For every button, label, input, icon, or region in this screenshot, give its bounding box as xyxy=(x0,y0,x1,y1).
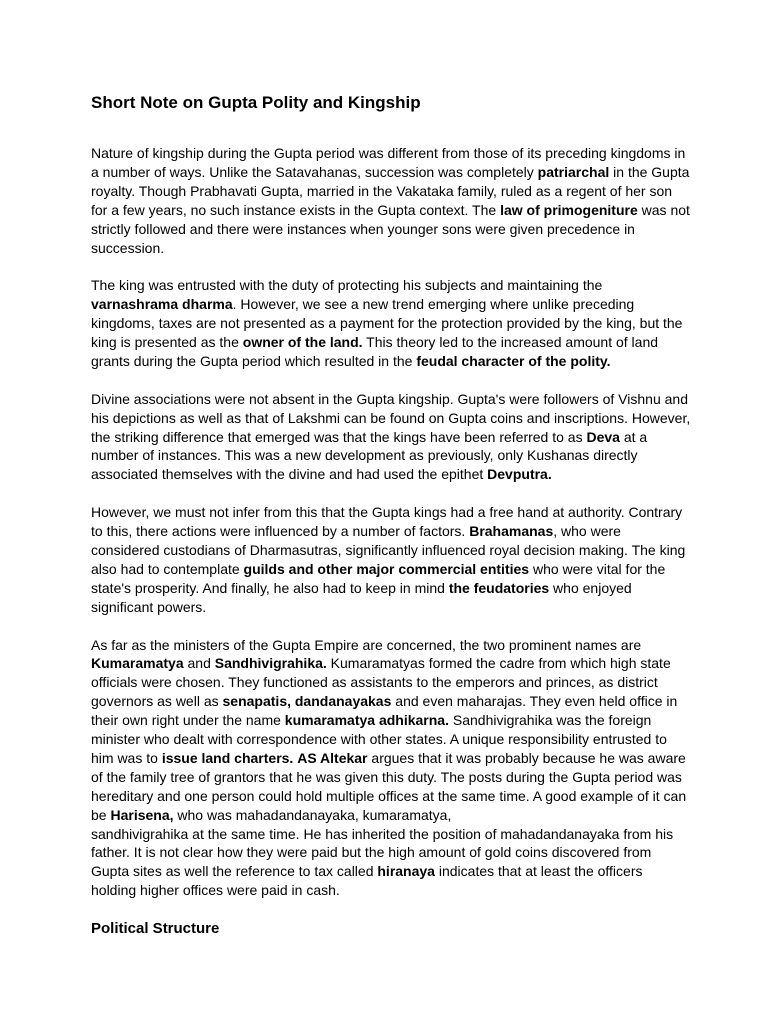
text-run: Sandhivigrahika was the foreign minister who dealt with correspondence with other states. A unique responsibility entrusted to him was to xyxy=(91,712,667,766)
bold-term: Devputra. xyxy=(487,466,552,483)
bold-term: Sandhivigrahika. xyxy=(214,655,327,672)
paragraph xyxy=(91,503,691,616)
text-run: Divine associations were not absent in the Gupta kingship. Gupta's were followers of Vishnu and his depictions as well as that of Lakshmi can be found on Gupta coins and inscriptions. However, the striking difference that emerged was that the kings have been referred to as xyxy=(91,390,691,445)
text-run: was not strictly followed and there were instances when younger sons were given precedence in succession. xyxy=(91,201,690,256)
text-run: . However, we see a new trend emerging where unlike preceding kingdoms, taxes are not presented as a payment for the protection provided by the king, but the king is presented as the xyxy=(91,296,683,351)
bold-term: senapatis, dandanayakas xyxy=(222,693,392,710)
section-heading: Political Structure xyxy=(91,920,220,938)
text-run: in the Gupta royalty. Though Prabhavati Gupta, married in the Vakataka family, ruled as a regent of her son for a few years, no such instance exists in the Gupta context. The xyxy=(91,163,690,218)
document-body xyxy=(91,144,691,900)
page-title: Short Note on Gupta Polity and Kingship xyxy=(91,93,421,112)
text-run: However, we must not infer from this that the Gupta kings had a free hand at authority. Contrary to this, there actions were influenced by a number of factors. xyxy=(91,504,683,540)
bold-term: kumaramatya adhikarna. xyxy=(284,712,449,729)
bold-term: owner of the land. xyxy=(242,334,363,351)
text-run: and even maharajas. They even held office in their own right under the name xyxy=(91,693,678,729)
document-page xyxy=(91,91,691,939)
text-run: at a number of instances. This was a new development as previously, only Kushanas directly associated themselves with the divine and had used the epithet xyxy=(91,428,648,483)
bold-term: Brahamanas xyxy=(469,523,554,540)
text-run: who enjoyed significant powers. xyxy=(91,579,632,615)
text-run: Kumaramatyas formed the cadre from which high state officials were chosen. They functioned as assistants to the emperors and princes, as district governors as well as xyxy=(91,655,671,710)
text-run: argues that it was probably because he was aware of the family tree of grantors that he was given this duty. The posts during the Gupta period was hereditary and one person could hold multiple offices at the same time. A good example of it can be xyxy=(91,749,687,823)
bold-term: guilds and other major commercial entities xyxy=(243,560,530,577)
bold-term: AS Altekar xyxy=(297,749,368,766)
bold-term: Harisena, xyxy=(110,806,174,823)
text-run: The king was entrusted with the duty of protecting his subjects and maintaining the xyxy=(91,277,603,294)
bold-term: varnashrama dharma xyxy=(91,296,233,313)
text-run: , who were considered custodians of Dharmasutras, significantly influenced royal decision making. The king also had to contemplate xyxy=(91,523,686,577)
bold-term: patriarchal xyxy=(537,163,610,180)
bold-term: Kumaramatya xyxy=(91,655,184,672)
text-run: indicates that at least the officers holding higher offices were paid in cash. xyxy=(91,863,643,899)
bold-term: hiranaya xyxy=(377,863,435,880)
bold-term: issue land charters. xyxy=(161,749,294,766)
bold-term: law of primogeniture xyxy=(500,201,638,218)
text-run: As far as the ministers of the Gupta Empire are concerned, the two prominent names are xyxy=(91,636,642,653)
paragraph xyxy=(91,636,691,901)
bold-term: the feudatories xyxy=(448,579,550,596)
bold-term: Deva xyxy=(586,428,620,445)
bold-term: feudal character of the polity. xyxy=(416,352,611,369)
text-run: sandhivigrahika at the same time. He has inherited the position of mahadandanayaka from his father. It is not clear how they were paid but the high amount of gold coins discovered from Gupta sites as well the reference to tax called xyxy=(91,825,674,880)
paragraph xyxy=(91,390,691,485)
text-run: who were vital for the state's prosperity. And finally, he also had to keep in mind xyxy=(91,560,666,596)
paragraph xyxy=(91,144,691,257)
text-run: and xyxy=(183,655,215,672)
text-run: who was mahadandanayaka, kumaramatya, xyxy=(173,806,452,823)
text-run: Nature of kingship during the Gupta period was different from those of its preceding kingdoms in a number of ways. Unlike the Satavahanas, succession was completely xyxy=(91,145,686,180)
paragraph xyxy=(91,276,691,371)
text-run: This theory led to the increased amount of land grants during the Gupta period which resulted in the xyxy=(91,334,659,369)
